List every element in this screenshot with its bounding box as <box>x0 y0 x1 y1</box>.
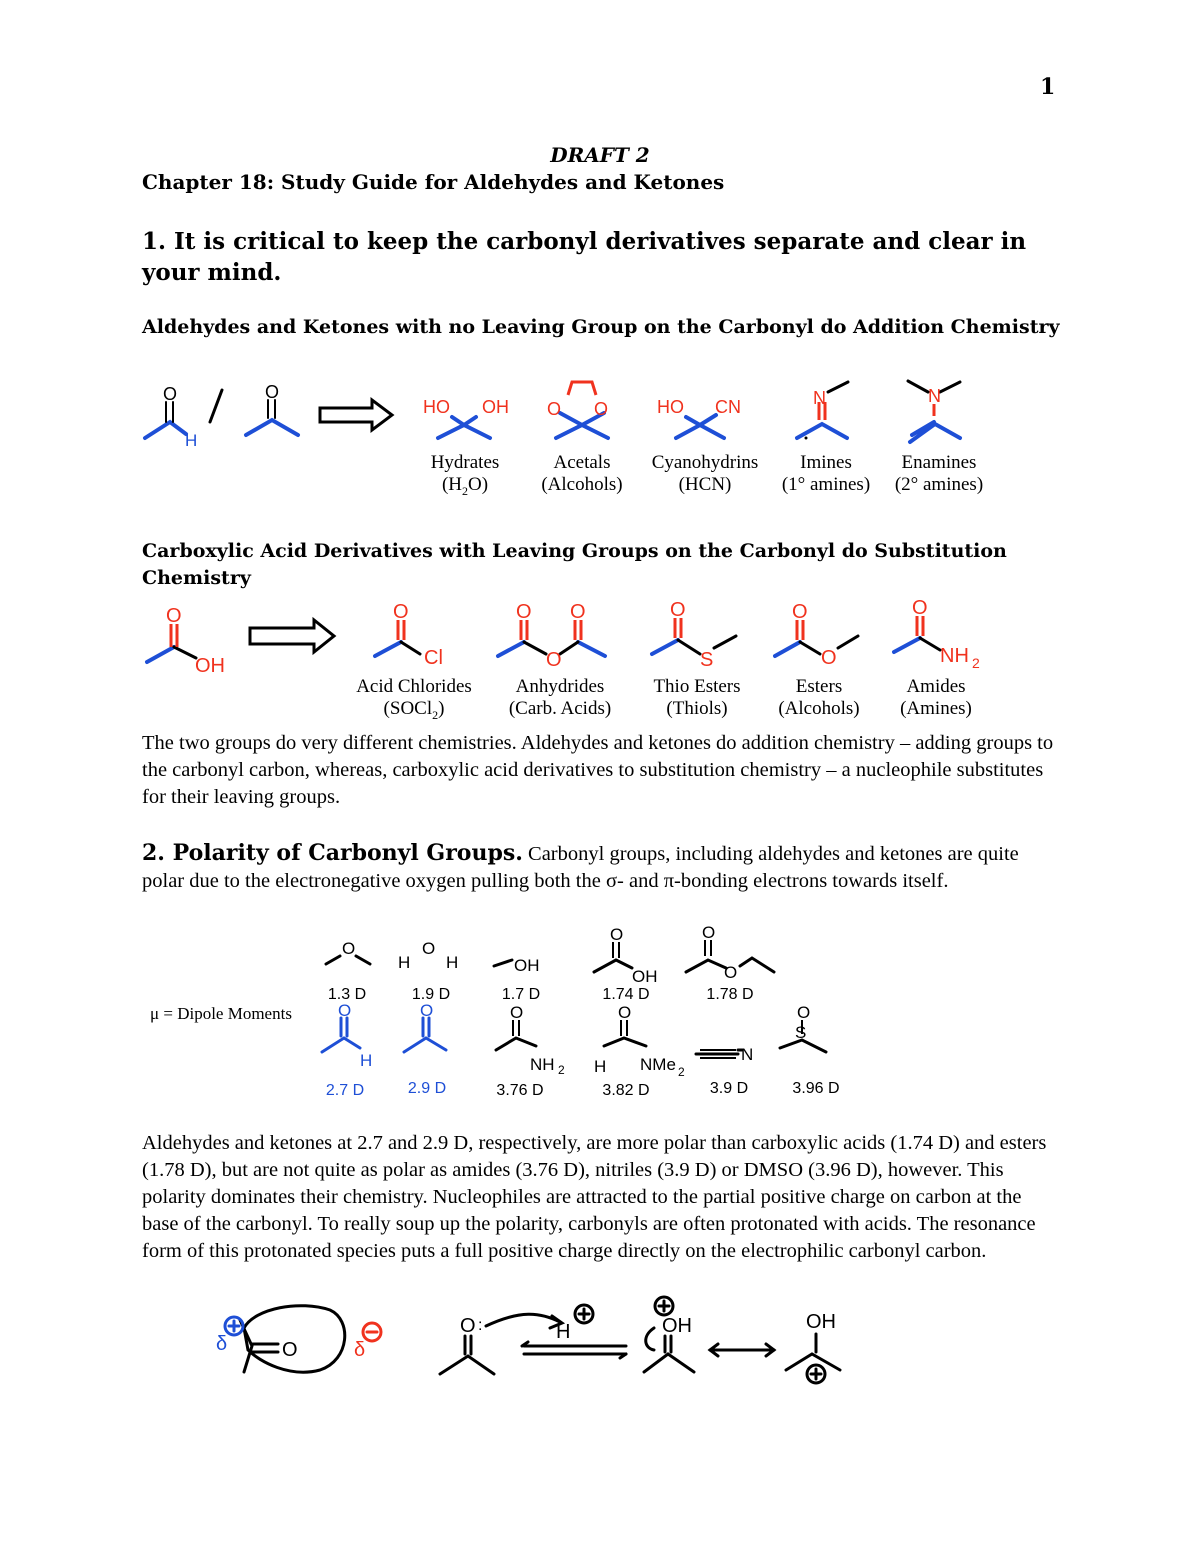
imines-label: Imines (1° amines) <box>781 452 871 495</box>
svg-text:O: O <box>821 647 837 669</box>
polarity-paragraph: Aldehydes and ketones at 2.7 and 2.9 D, respectively, are more polar than carboxylic acids (1.74 D) and esters (1.78 D), but are not quite as polar as amides (3.76 D), nitriles (3.9 D) or DMSO (3.96 D), however. This polarity dominates their chemistry. Nucleophiles are attracted to the partial positive charge on carbon at the base of the carbonyl. To really soup up the polarity, carbonyls are often protonated with acids. The resonance form of this protonated species puts a full positive charge directly on the electrophilic carbonyl carbon. <box>142 1132 1047 1262</box>
chapter-title: Chapter 18: Study Guide for Aldehydes and Ketones <box>142 170 725 194</box>
svg-text:O: O <box>570 601 586 623</box>
amides-label: Amides (Amines) <box>900 676 972 719</box>
svg-text:O: O <box>702 923 716 942</box>
svg-text:O: O <box>342 939 356 958</box>
svg-text:OH: OH <box>806 1311 836 1333</box>
dipole-moments-label: μ = Dipole Moments <box>150 1004 292 1023</box>
svg-text:O: O <box>792 601 808 623</box>
svg-text:O: O <box>547 399 562 419</box>
anhydrides-label: Anhydrides (Carb. Acids) <box>508 676 612 719</box>
summary-paragraph: The two groups do very different chemistries. Aldehydes and ketones do addition chemistry – adding groups to the carbonyl carbon, whereas, carboxylic acid derivatives to substitution chemistry – a nucleophile substitutes for their leaving groups. <box>142 732 1054 808</box>
enamines-label: Enamines (2° amines) <box>894 452 984 495</box>
svg-text:O: O <box>338 1001 352 1020</box>
svg-text:H: H <box>594 1057 607 1076</box>
svg-text:NH: NH <box>530 1055 555 1074</box>
protonation-scheme <box>0 1290 1200 1400</box>
dipole-amide: 3.76 D <box>496 1082 544 1099</box>
addition-subheading: Aldehydes and Ketones with no Leaving Group on the Carbonyl do Addition Chemistry <box>142 316 1060 338</box>
svg-text::: : <box>478 1317 483 1334</box>
svg-text:O: O <box>265 382 280 402</box>
svg-text:S: S <box>795 1023 807 1042</box>
substitution-structures <box>0 592 1200 682</box>
svg-text:H: H <box>446 953 459 972</box>
svg-text:H: H <box>185 431 198 450</box>
hydrates-label: Hydrates $(H_2O)$ <box>430 452 500 498</box>
dipole-1-9: 1.9 D <box>411 986 451 1003</box>
svg-text:NH: NH <box>940 645 969 667</box>
svg-text:HO: HO <box>657 397 684 417</box>
svg-text:O: O <box>420 1001 434 1020</box>
svg-text:Cl: Cl <box>424 647 443 669</box>
svg-text:2: 2 <box>678 1065 685 1079</box>
svg-text:N: N <box>741 1045 754 1064</box>
dipole-dmso: 3.96 D <box>792 1080 840 1097</box>
svg-text:δ: δ <box>216 1333 228 1355</box>
cyanohydrins-label: Cyanohydrins (HCN) <box>651 452 759 495</box>
svg-text:CN: CN <box>715 397 741 417</box>
dipole-1-78: 1.78 D <box>706 986 754 1003</box>
acid-chlorides-label: Acid Chlorides (SOCl$_2$) <box>356 676 472 722</box>
section2-intro <box>142 840 1057 895</box>
dipole-aldehyde: 2.7 D <box>325 1082 365 1099</box>
esters-label: Esters (Alcohols) <box>778 676 860 719</box>
svg-text:O: O <box>797 1003 811 1022</box>
svg-text:O: O <box>166 605 182 627</box>
svg-text:O: O <box>510 1003 524 1022</box>
svg-text:H: H <box>398 953 411 972</box>
svg-text:O: O <box>670 599 686 621</box>
addition-structures <box>0 360 1200 460</box>
svg-text:O: O <box>422 939 436 958</box>
svg-text:O: O <box>282 1339 298 1361</box>
svg-text:O: O <box>393 601 409 623</box>
svg-text:O: O <box>610 925 624 944</box>
svg-text:S: S <box>700 649 714 671</box>
svg-text:N: N <box>928 386 941 406</box>
svg-text:NMe: NMe <box>640 1055 676 1074</box>
page-number: 1 <box>1040 74 1056 100</box>
dipole-nitrile: 3.9 D <box>709 1080 749 1097</box>
svg-text:OH: OH <box>662 1315 692 1337</box>
svg-text:O: O <box>618 1003 632 1022</box>
svg-text:O: O <box>460 1315 476 1337</box>
section1-heading: 1. It is critical to keep the carbonyl derivatives separate and clear in your mind. <box>142 228 1027 286</box>
section2-intro-text: Carbonyl groups, including aldehydes and ketones are quite polar due to the electronegative oxygen pulling both the σ- and π-bonding electrons towards itself. <box>142 843 1019 892</box>
svg-text:N: N <box>813 388 826 408</box>
substitution-subheading: Carboxylic Acid Derivatives with Leaving Groups on the Carbonyl do Substitution Chemistry <box>142 540 1007 589</box>
dipole-1-7: 1.7 D <box>501 986 541 1003</box>
svg-text:HO: HO <box>423 397 450 417</box>
dipole-dmf: 3.82 D <box>602 1082 650 1099</box>
svg-text:O: O <box>546 649 562 671</box>
svg-text:O: O <box>163 384 178 404</box>
svg-text:2: 2 <box>972 655 980 671</box>
svg-text:OH: OH <box>632 967 658 986</box>
svg-text:H: H <box>556 1321 571 1343</box>
svg-text:O: O <box>594 399 609 419</box>
svg-text:H: H <box>360 1051 373 1070</box>
dipole-1-74: 1.74 D <box>602 986 650 1003</box>
svg-text:OH: OH <box>514 956 540 975</box>
svg-text:O: O <box>912 597 928 619</box>
draft-label: DRAFT 2 <box>550 143 650 167</box>
acetals-label: Acetals (Alcohols) <box>541 452 623 495</box>
section2-heading: 2. Polarity of Carbonyl Groups. <box>142 840 523 866</box>
dipole-ketone: 2.9 D <box>407 1080 447 1097</box>
svg-text:OH: OH <box>195 655 225 677</box>
svg-text:δ: δ <box>354 1339 366 1361</box>
svg-text:2: 2 <box>558 1063 565 1077</box>
svg-text:OH: OH <box>482 397 509 417</box>
svg-text:O: O <box>516 601 532 623</box>
dipole-1-3: 1.3 D <box>327 986 367 1003</box>
svg-text:O: O <box>724 963 738 982</box>
thio-esters-label: Thio Esters (Thiols) <box>653 676 741 719</box>
